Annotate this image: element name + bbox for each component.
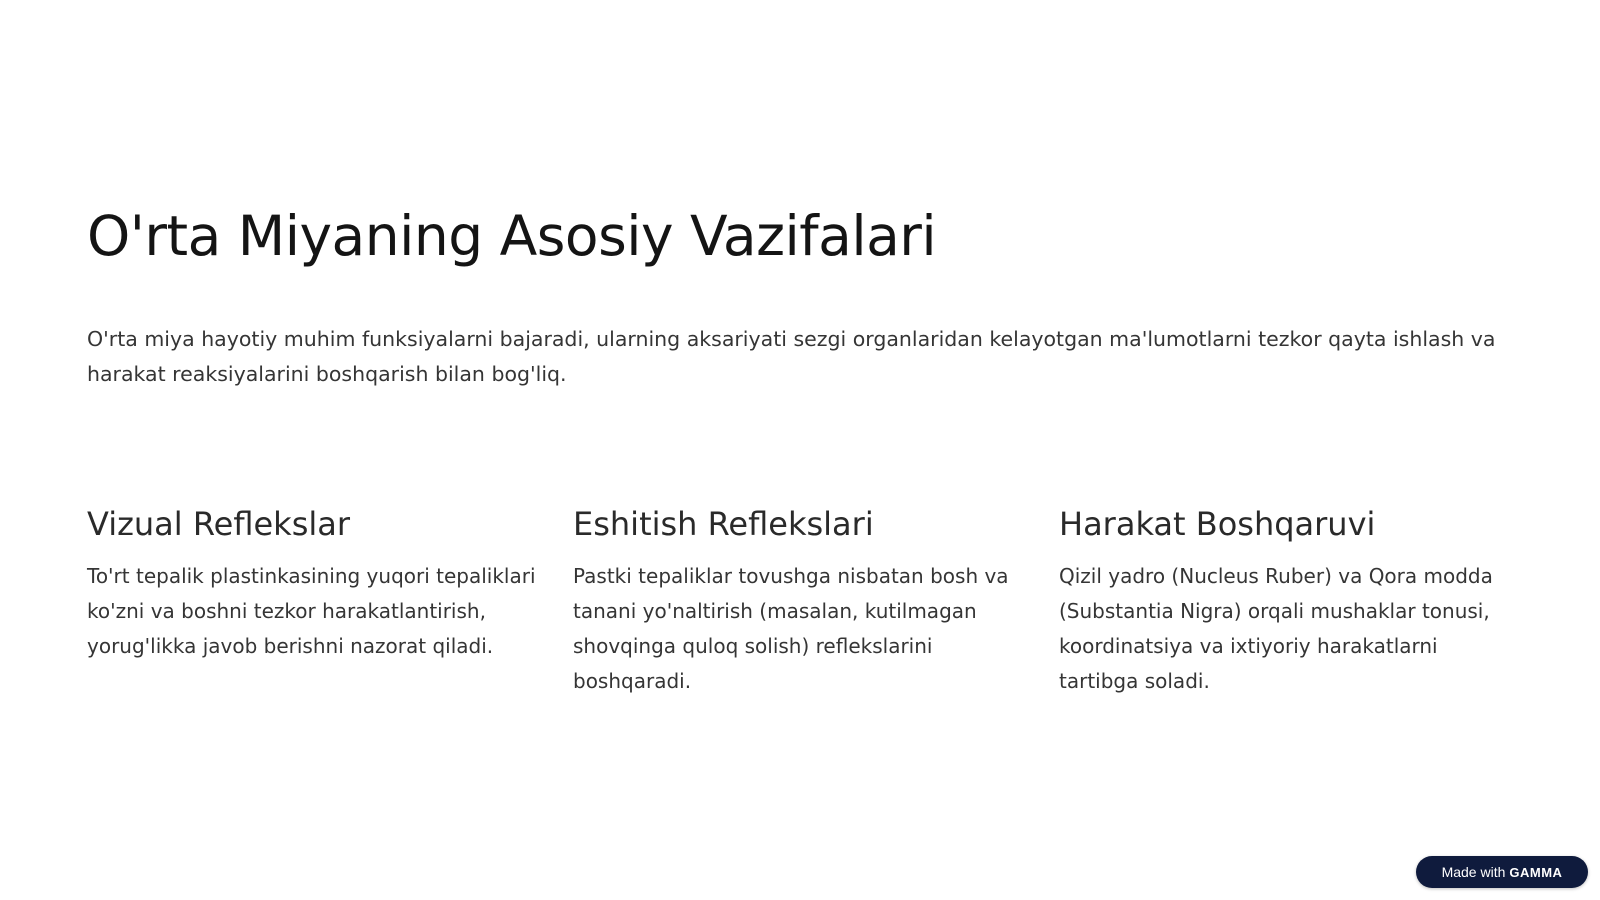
badge-prefix: Made with <box>1441 864 1506 880</box>
column-auditory-reflexes <box>573 505 1028 699</box>
gamma-logo-text: GAMMA <box>1509 864 1563 880</box>
made-with-gamma-badge[interactable] <box>1416 856 1588 888</box>
slide-title: O'rta Miyaning Asosiy Vazifalari <box>87 204 937 268</box>
function-columns <box>87 505 1547 699</box>
column-body: Pastki tepaliklar tovushga nisbatan bosh va tanani yo'naltirish (masalan, kutilmagan shovqinga quloq solish) reflekslarini boshqaradi. <box>573 564 1009 693</box>
column-visual-reflexes <box>87 505 542 699</box>
slide-intro: O'rta miya hayotiy muhim funksiyalarni bajaradi, ularning aksariyati sezgi organlaridan kelayotgan ma'lumotlarni tezkor qayta ishlash va harakat reaksiyalarini boshqarish bilan bog'liq. <box>87 327 1496 386</box>
column-body: To'rt tepalik plastinkasining yuqori tepaliklari ko'zni va boshni tezkor harakatlantirish, yorug'likka javob berishni nazorat qiladi. <box>87 564 536 658</box>
column-motor-control <box>1059 505 1514 699</box>
column-heading: Vizual Reflekslar <box>87 505 351 543</box>
column-heading: Eshitish Reflekslari <box>573 505 874 543</box>
column-heading: Harakat Boshqaruvi <box>1059 505 1376 543</box>
column-body: Qizil yadro (Nucleus Ruber) va Qora modda (Substantia Nigra) orqali mushaklar tonusi, koordinatsiya va ixtiyoriy harakatlarni tartibga soladi. <box>1059 564 1493 693</box>
